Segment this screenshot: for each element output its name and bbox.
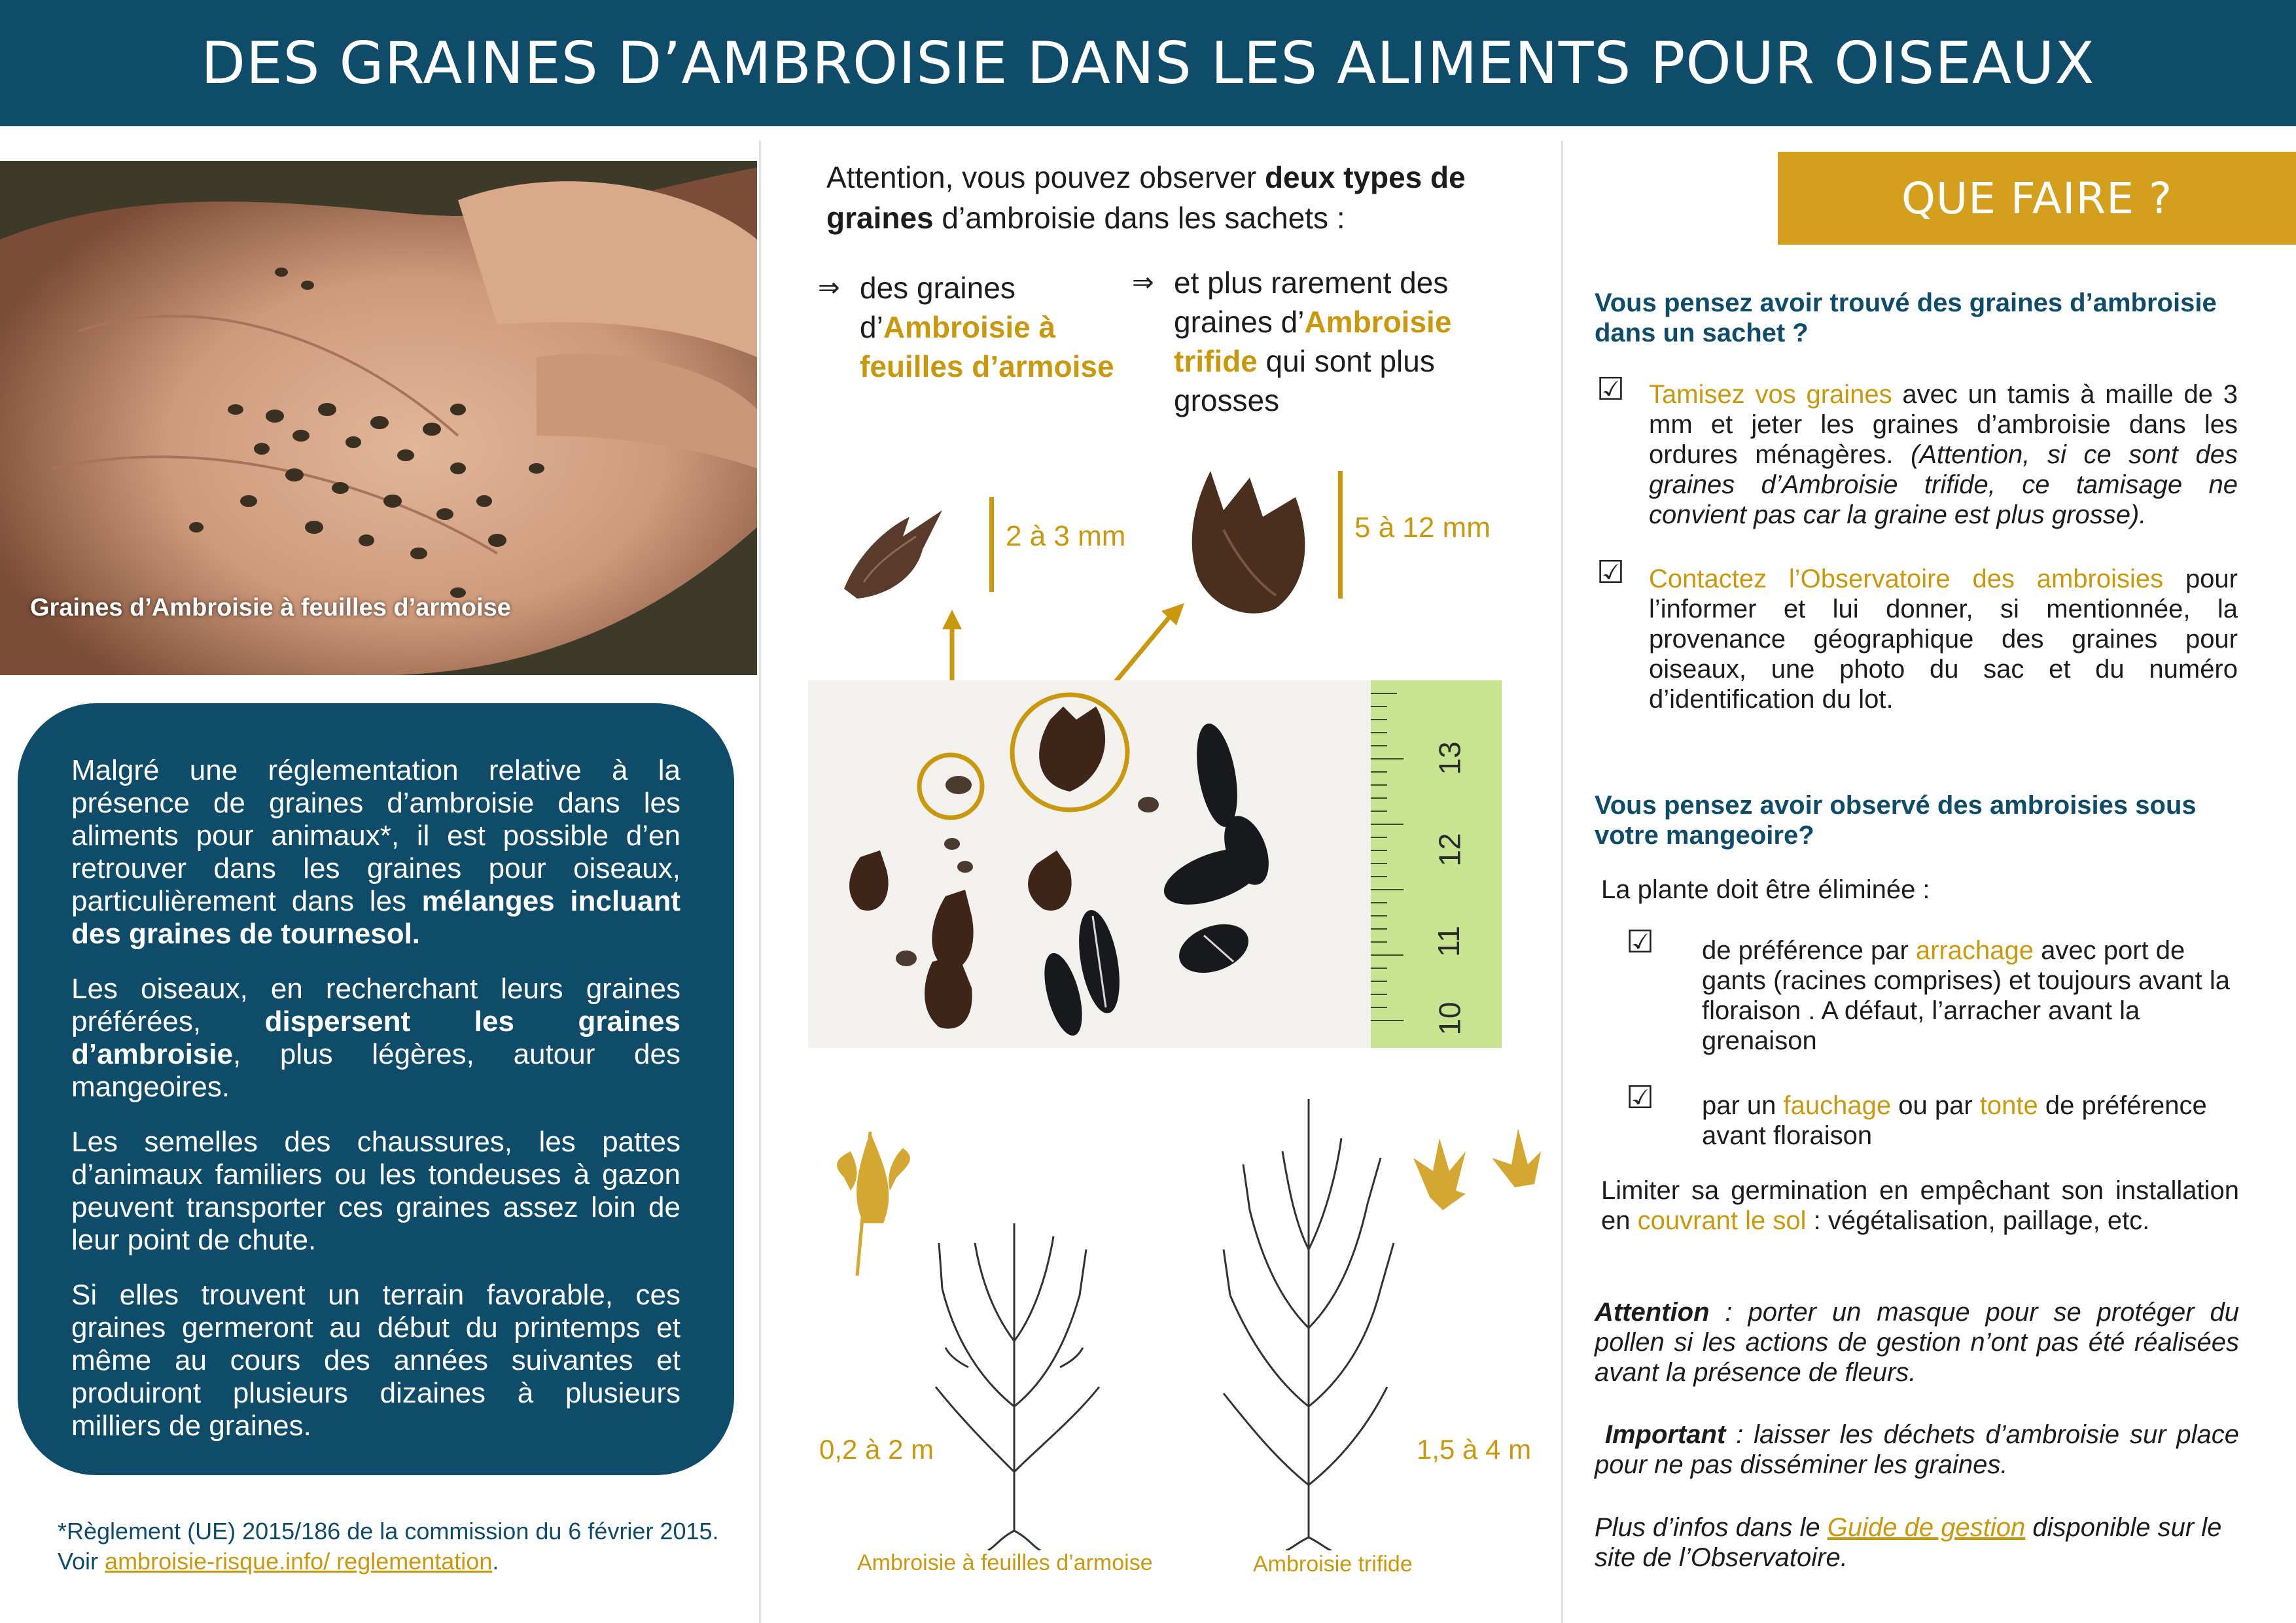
- leaf-icon-right-2: [1492, 1128, 1541, 1187]
- action-mow-text: de préférence avant floraison: [1702, 1091, 2207, 1150]
- action-contact-text: pour l’informer et lui donner, si mentionnée, la provenance géographique des graines pour oiseaux, une photo du sac et du numéro d’identification du lot.: [1649, 565, 2238, 714]
- footnote: [58, 1516, 732, 1577]
- info-p1-bold: mélanges incluant des graines de tournesol.: [71, 885, 680, 950]
- ambrosia-trifida-drawing: [1224, 1099, 1394, 1550]
- height-left: 0,2 à 2 m: [819, 1434, 934, 1465]
- guide-link[interactable]: Guide de gestion: [1827, 1513, 2026, 1542]
- seed-type-2: [1132, 263, 1498, 427]
- seed-comparison-photo: [808, 680, 1502, 1048]
- attention-text: : porter un masque pour se protéger du pollen si les actions de gestion n’ont pas été réalisées avant la présence de fleurs.: [1595, 1298, 2239, 1387]
- action-pull-highlight: arrachage: [1915, 936, 2034, 965]
- action-sieve-note: (Attention, si ce sont des graines d’Ambroisie trifide, ce tamisage ne convient pas car la graine est plus grosse).: [1649, 440, 2238, 529]
- action-mow-or: ou par: [1891, 1091, 1980, 1120]
- seed-type-2-suffix: qui sont plus grosses: [1174, 344, 1435, 417]
- plant-drawings: [805, 1079, 1544, 1550]
- ruler-label-12: 12: [1432, 833, 1467, 867]
- action-mow-tonte: tonte: [1979, 1091, 2038, 1120]
- info-paragraph-1: [71, 754, 680, 951]
- intro-c: d’ambroisie dans les sachets :: [933, 201, 1345, 235]
- important-label: Important: [1604, 1420, 1726, 1449]
- page-title: DES GRAINES D’AMBROISIE DANS LES ALIMENTS POUR OISEAUX: [201, 29, 2095, 97]
- seed-type-1-text: [860, 268, 1135, 386]
- action-pull-prefix: de préférence par: [1702, 936, 1916, 965]
- ruler-label-11: 11: [1431, 926, 1466, 957]
- important-note: [1595, 1420, 2239, 1480]
- intro-bold: deux types de graines: [826, 160, 1466, 235]
- arrow-icon: ⇒: [1132, 268, 1154, 298]
- banner: [0, 0, 2296, 126]
- info-p1-text: Malgré une réglementation relative à la présence de graines d’ambroisie dans les aliments pour animaux*, il est possible d’en retrouver dans les graines pour oiseaux, particulièrement dans les: [71, 754, 680, 917]
- plant-label-right: Ambroisie trifide: [1253, 1552, 1413, 1577]
- checkbox-icon: ☑: [1626, 924, 1655, 960]
- action-pull-text: avec port de gants (racines comprises) et toujours avant la floraison . A défaut, l’arracher avant la grenaison: [1702, 936, 2231, 1055]
- seed-comparison-illustration: [808, 680, 1502, 1048]
- small-size-bar: [989, 497, 994, 592]
- limit-end: : végétalisation, paillage, etc.: [1806, 1206, 2150, 1235]
- leaf-icon-right-1: [1413, 1138, 1466, 1210]
- photo-caption: Graines d’Ambroisie à feuilles d’armoise: [30, 594, 511, 621]
- limit-highlight: couvrant le sol: [1637, 1206, 1807, 1235]
- checkbox-icon: ☑: [1626, 1079, 1655, 1116]
- action-contact-highlight: Contactez l’Observatoire des ambroisies: [1649, 565, 2164, 593]
- info-paragraph-2: [71, 973, 680, 1104]
- ruler-label-13: 13: [1432, 741, 1467, 775]
- attention-note: [1595, 1297, 2239, 1387]
- intro-text: [826, 157, 1494, 238]
- limit-germination: [1601, 1176, 2239, 1236]
- column-divider-right: [1561, 141, 1563, 1623]
- checkbox-icon: ☑: [1597, 554, 1625, 591]
- seed-type-2-name: Ambroisie trifide: [1174, 305, 1452, 378]
- more-info-text: Plus d’infos dans le: [1595, 1513, 1828, 1542]
- arrowhead-small: [942, 610, 962, 629]
- info-p2-end: , plus légères, autour des mangeoires.: [71, 1038, 680, 1103]
- intro-a: Attention, vous pouvez observer: [826, 160, 1265, 194]
- info-paragraph-3: Les semelles des chaussures, les pattes d’animaux familiers ou les tondeuses à gazon peuvent transporter ces graines assez loin de leur point de chute.: [71, 1126, 680, 1256]
- seed-type-2-prefix: et plus rarement des graines d’: [1174, 266, 1449, 339]
- footnote-end: .: [492, 1548, 499, 1575]
- checkbox-icon: ☑: [1597, 371, 1625, 408]
- plant-intro: La plante doit être éliminée :: [1601, 875, 1930, 904]
- more-info: [1595, 1512, 2239, 1573]
- small-seed-size: 2 à 3 mm: [1006, 520, 1126, 552]
- column-divider-left: [759, 141, 761, 1623]
- more-info-end: disponible sur le site de l’Observatoire.: [1595, 1513, 2222, 1572]
- question-2: Vous pensez avoir observé des ambroisies sous votre mangeoire?: [1595, 791, 2197, 850]
- plant-label-left: Ambroisie à feuilles d’armoise: [857, 1550, 1153, 1575]
- height-right: 1,5 à 4 m: [1417, 1434, 1532, 1465]
- large-seed-size: 5 à 12 mm: [1354, 512, 1491, 544]
- info-box: [18, 703, 734, 1475]
- large-size-bar: [1338, 471, 1343, 599]
- seed-type-1-name: Ambroisie à feuilles d’armoise: [860, 310, 1114, 383]
- seed-type-2-text: [1174, 263, 1488, 420]
- large-seed-icon: [1192, 471, 1305, 614]
- ambrosia-artemisiifolia-drawing: [936, 1223, 1099, 1550]
- action-pull: [1702, 935, 2232, 1056]
- info-p2-text: Les oiseaux, en recherchant leurs graines préférées,: [71, 973, 680, 1038]
- action-sieve: [1649, 379, 2238, 530]
- small-seed-icon: [844, 510, 942, 599]
- action-sieve-text: avec un tamis à maille de 3 mm et jeter les graines d’ambroisie dans les ordures ménagères.: [1649, 380, 2238, 469]
- regulation-link[interactable]: ambroisie-risque.info/ reglementation: [105, 1548, 493, 1575]
- seed-type-1: [818, 268, 1132, 399]
- info-paragraph-4: Si elles trouvent un terrain favorable, ces graines germeront au début du printemps et même au cours des années suivantes et produiront plusieurs dizaines à plusieurs milliers de graines.: [71, 1279, 680, 1442]
- action-sieve-highlight: Tamisez vos graines: [1649, 380, 1892, 409]
- attention-label: Attention: [1595, 1298, 1710, 1327]
- info-p2-bold: dispersent les graines d’ambroisie: [71, 1005, 680, 1070]
- ruler-label-10: 10: [1432, 1002, 1467, 1036]
- leaf-icon-left: [837, 1132, 910, 1276]
- seed-type-1-prefix: des graines d’: [860, 271, 1016, 344]
- footnote-text: *Règlement (UE) 2015/186 de la commission du 6 février 2015. Voir: [58, 1518, 719, 1575]
- action-mow-fauchage: fauchage: [1783, 1091, 1892, 1120]
- limit-text: Limiter sa germination en empêchant son installation en: [1601, 1176, 2239, 1235]
- question-1: Vous pensez avoir trouvé des graines d’ambroisie dans un sachet ?: [1595, 288, 2217, 347]
- arrow-icon: ⇒: [818, 273, 840, 303]
- action-mow-prefix: par un: [1702, 1091, 1784, 1120]
- que-faire-title: QUE FAIRE ?: [1901, 173, 2173, 224]
- action-mow: [1702, 1091, 2232, 1151]
- que-faire-header: [1778, 152, 2296, 245]
- action-contact: [1649, 564, 2238, 714]
- important-text: : laisser les déchets d’ambroisie sur place pour ne pas disséminer les graines.: [1595, 1420, 2239, 1479]
